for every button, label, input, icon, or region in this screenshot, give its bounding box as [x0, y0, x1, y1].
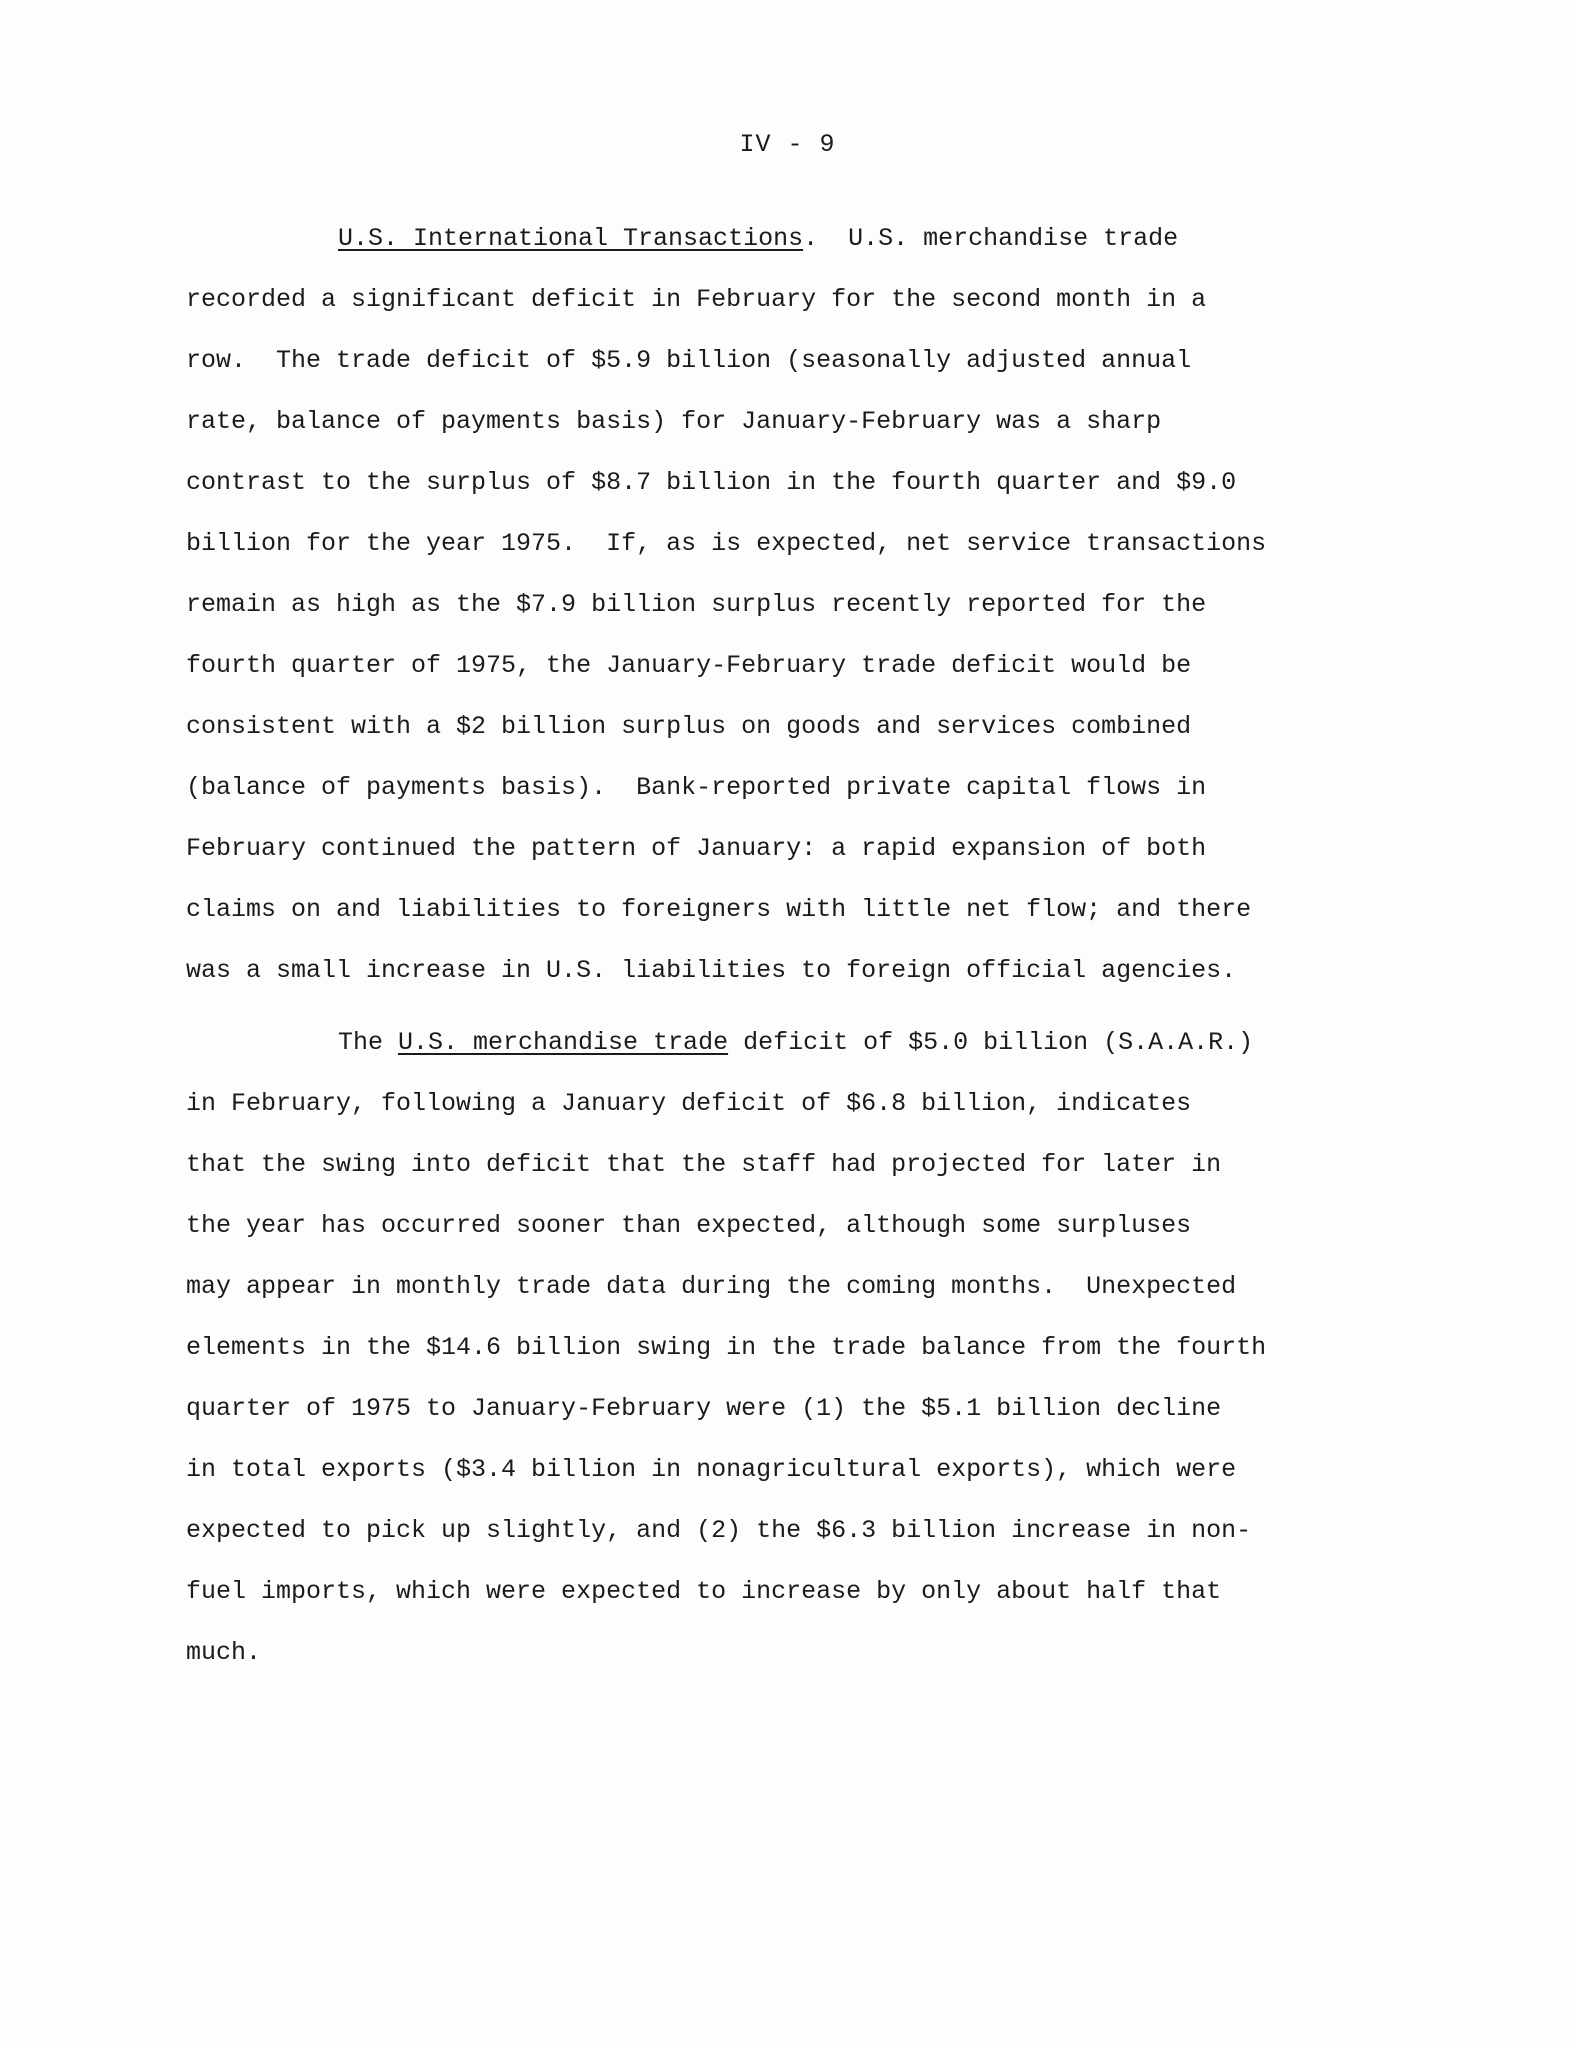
underlined-term: U.S. merchandise trade: [398, 1028, 729, 1057]
paragraph-first-line: [186, 1012, 1336, 1073]
paragraph-international-transactions: [186, 208, 1336, 1001]
paragraph-merchandise-trade: [186, 1012, 1336, 1683]
heading-punctuation: .: [803, 224, 819, 253]
text-line: recorded a significant deficit in February for the second month in a: [186, 285, 1207, 314]
text-line: in total exports ($3.4 billion in nonagricultural exports), which were: [186, 1455, 1237, 1484]
section-heading: U.S. International Transactions: [338, 224, 804, 253]
text-line: fourth quarter of 1975, the January-February trade deficit would be: [186, 651, 1192, 680]
text-line: rate, balance of payments basis) for January-February was a sharp: [186, 407, 1162, 436]
text-line: that the swing into deficit that the staff had projected for later in: [186, 1150, 1222, 1179]
paragraph-first-line: [186, 208, 1336, 269]
text-line: much.: [186, 1638, 262, 1667]
text-line: billion for the year 1975. If, as is expected, net service transactions: [186, 529, 1267, 558]
text-line: elements in the $14.6 billion swing in the trade balance from the fourth: [186, 1333, 1267, 1362]
text-line: may appear in monthly trade data during the coming months. Unexpected: [186, 1272, 1237, 1301]
text-line: February continued the pattern of January: a rapid expansion of both: [186, 834, 1207, 863]
text-line: remain as high as the $7.9 billion surplus recently reported for the: [186, 590, 1207, 619]
text-line: quarter of 1975 to January-February were (1) the $5.1 billion decline: [186, 1394, 1222, 1423]
text-line: was a small increase in U.S. liabilities to foreign official agencies.: [186, 956, 1237, 985]
text-line: in February, following a January deficit of $6.8 billion, indicates: [186, 1089, 1192, 1118]
text-line: expected to pick up slightly, and (2) the $6.3 billion increase in non-: [186, 1516, 1252, 1545]
lead-text: The: [338, 1028, 399, 1057]
text-line: claims on and liabilities to foreigners with little net flow; and there: [186, 895, 1252, 924]
text-line: fuel imports, which were expected to increase by only about half that: [186, 1577, 1222, 1606]
first-line-text: deficit of $5.0 billion (S.A.A.R.): [728, 1028, 1254, 1057]
text-line: the year has occurred sooner than expected, although some surpluses: [186, 1211, 1192, 1240]
page-number: IV - 9: [739, 130, 836, 159]
text-line: contrast to the surplus of $8.7 billion in the fourth quarter and $9.0: [186, 468, 1237, 497]
text-line: consistent with a $2 billion surplus on goods and services combined: [186, 712, 1192, 741]
first-line-text: U.S. merchandise trade: [818, 224, 1179, 253]
text-line: (balance of payments basis). Bank-reported private capital flows in: [186, 773, 1207, 802]
text-line: row. The trade deficit of $5.9 billion (seasonally adjusted annual: [186, 346, 1192, 375]
